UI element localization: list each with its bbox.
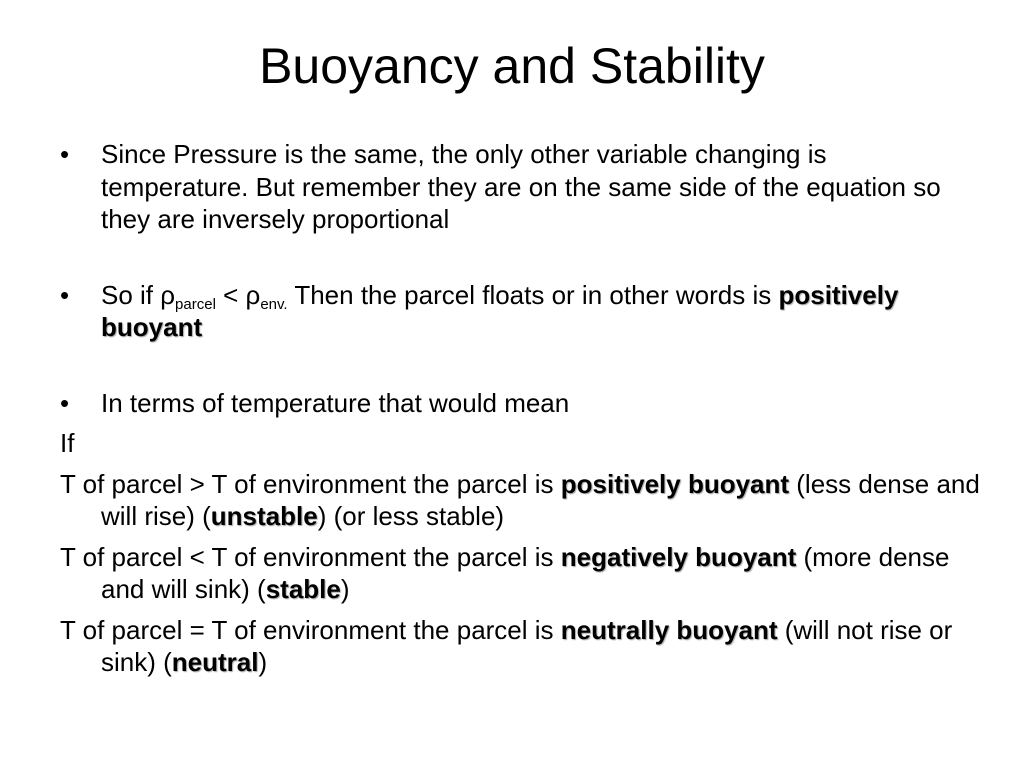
subscript-env: env. [260,295,288,313]
if-line: If [60,428,75,458]
emphasis-neutrally-buoyant: neutrally buoyant [560,614,778,645]
case-text: T of parcel = T of environment the parcel is [60,614,561,645]
case-paren-close: ) [258,647,268,677]
case-colder [60,541,980,606]
case-paren: (will not rise or sink) ( [101,614,953,677]
case-text: T of parcel < T of environment the parcel is [60,541,561,572]
bullet-item [60,387,980,420]
bullet-item [60,279,980,344]
bullet-text: In terms of temperature that would mean [101,387,570,418]
bullet-glyph: • [60,139,70,169]
slide-title: Buoyancy and Stability [259,38,765,94]
bullet-item [60,138,980,236]
case-warmer [60,468,980,533]
bullet-text-prefix: So if ρ [101,279,176,310]
emphasis-positively-buoyant: positively buoyant [101,279,899,342]
emphasis-neutral: neutral [171,647,259,677]
emphasis-unstable: unstable [210,501,318,531]
bullet-text-suffix: Then the parcel floats or in other words is [287,279,779,310]
subscript-parcel: parcel [175,295,216,313]
emphasis-negatively-buoyant: negatively buoyant [560,541,797,572]
bullet-text: Since Pressure is the same, the only other variable changing is temperature. But remember they are on the same side of the equation so they are inversely proportional [101,139,941,234]
case-paren-close: ) (or less stable) [317,501,505,531]
case-paren: (more dense and will sink) ( [101,541,950,604]
case-equal [60,614,980,679]
slide-body [60,138,980,679]
emphasis-stable: stable [265,574,341,604]
case-paren-close: ) [340,574,350,604]
bullet-text-mid: < ρ [215,279,261,310]
bullet-glyph: • [60,279,70,310]
case-paren: (less dense and will rise) ( [101,468,980,531]
emphasis-positively-buoyant: positively buoyant [560,468,790,499]
case-text: T of parcel > T of environment the parcel is [60,468,561,499]
bullet-glyph: • [60,387,70,418]
